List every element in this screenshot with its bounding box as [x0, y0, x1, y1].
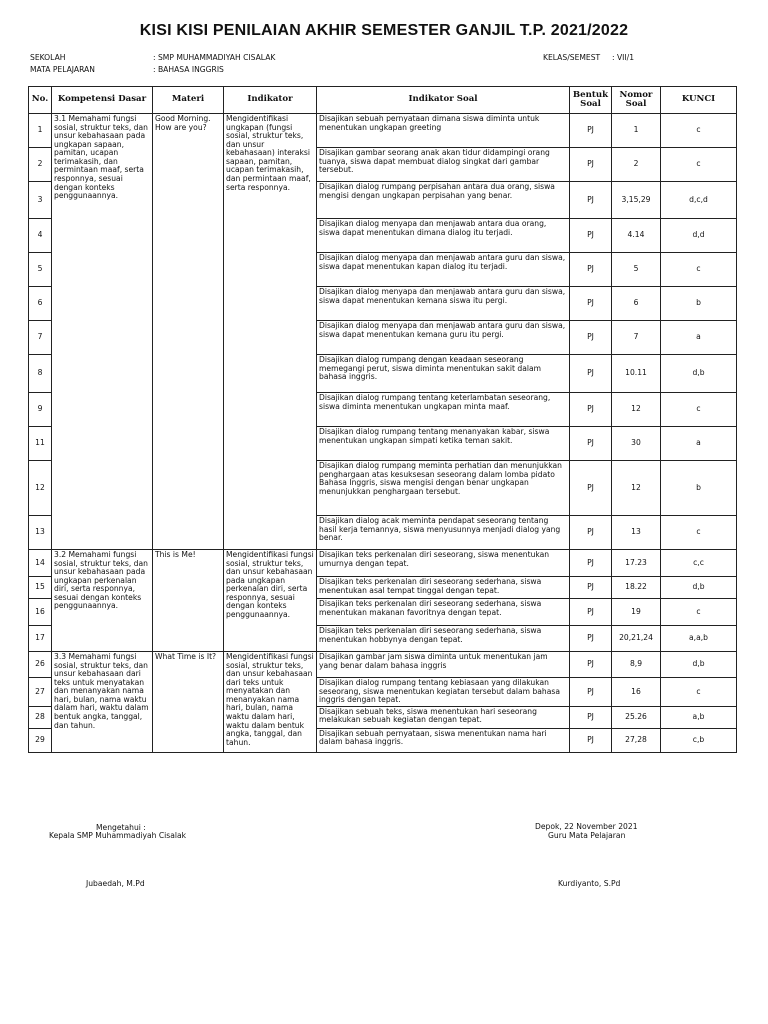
kunci-cell: c,b — [661, 728, 737, 752]
nomor-soal-cell: 8,9 — [612, 652, 661, 678]
indikator-soal-cell: Disajikan dialog menyapa dan menjawab antara guru dan siswa, siswa dapat menentukan kemana guru itu pergi. — [317, 321, 570, 355]
row-number: 8 — [29, 355, 52, 393]
indikator-soal-cell: Disajikan dialog rumpang tentang kebiasaan yang dilakukan seseorang, siswa menentukan kegiatan tersebut dalam bahasa inggris dengan tepat. — [317, 678, 570, 707]
nomor-soal-cell: 17.23 — [612, 550, 661, 577]
bentuk-soal-cell: PJ — [570, 461, 612, 516]
bentuk-soal-cell: PJ — [570, 626, 612, 652]
row-number: 5 — [29, 253, 52, 287]
kisi-table — [28, 86, 737, 753]
kunci-cell: c,c — [661, 550, 737, 577]
indikator-cell: Mengidentifikasi fungsi sosial, struktur teks, dan unsur kebahasaan dari teks untuk menyatakan dan menanyakan nama hari, bulan, nama waktu dalam hari, waktu dalam bentuk angka, tanggal, dan tahun. — [224, 652, 317, 753]
nomor-soal-cell: 12 — [612, 461, 661, 516]
materi-cell: This is Me! — [153, 550, 224, 652]
row-number: 29 — [29, 728, 52, 752]
row-number: 15 — [29, 577, 52, 599]
kunci-cell: c — [661, 253, 737, 287]
kepala-sekolah-title: Kepala SMP Muhammadiyah Cisalak — [49, 831, 187, 840]
row-number: 9 — [29, 393, 52, 427]
kunci-cell: c — [661, 678, 737, 707]
guru-name: Kurdiyanto, S.Pd — [558, 879, 621, 888]
bentuk-soal-cell: PJ — [570, 253, 612, 287]
bentuk-soal-cell: PJ — [570, 516, 612, 550]
row-number: 7 — [29, 321, 52, 355]
indikator-soal-cell: Disajikan gambar jam siswa diminta untuk menentukan jam yang benar dalam bahasa inggris — [317, 652, 570, 678]
indikator-soal-cell: Disajikan dialog rumpang tentang keterlambatan seseorang, siswa diminta menentukan ungkapan minta maaf. — [317, 393, 570, 427]
table-row — [29, 652, 737, 678]
indikator-soal-cell: Disajikan gambar seorang anak akan tidur didampingi orang tuanya, siswa dapat membuat dialog singkat dari gambar tersebut. — [317, 148, 570, 182]
nomor-soal-cell: 18.22 — [612, 577, 661, 599]
mapel-value: : BAHASA INGGRIS — [153, 65, 224, 74]
bentuk-soal-cell: PJ — [570, 355, 612, 393]
kunci-cell: d,b — [661, 355, 737, 393]
bentuk-soal-cell: PJ — [570, 321, 612, 355]
indikator-soal-cell: Disajikan sebuah pernyataan dimana siswa diminta untuk menentukan ungkapan greeting — [317, 114, 570, 148]
kunci-cell: a,a,b — [661, 626, 737, 652]
bentuk-soal-cell: PJ — [570, 114, 612, 148]
nomor-soal-cell: 6 — [612, 287, 661, 321]
row-number: 14 — [29, 550, 52, 577]
row-number: 16 — [29, 599, 52, 626]
header-no: No. — [29, 87, 52, 114]
indikator-soal-cell: Disajikan dialog rumpang perpisahan antara dua orang, siswa mengisi dengan ungkapan perpisahan yang benar. — [317, 182, 570, 219]
table-header-row — [29, 87, 737, 114]
nomor-soal-cell: 4.14 — [612, 219, 661, 253]
row-number: 12 — [29, 461, 52, 516]
header-indikator: Indikator — [224, 87, 317, 114]
indikator-soal-cell: Disajikan dialog rumpang dengan keadaan seseorang memegangi perut, siswa diminta menentukan sakit dalam bahasa inggris. — [317, 355, 570, 393]
indikator-soal-cell: Disajikan teks perkenalan diri seseorang sederhana, siswa menentukan asal tempat tinggal dengan tepat. — [317, 577, 570, 599]
sekolah-label: SEKOLAH — [30, 53, 66, 62]
row-number: 26 — [29, 652, 52, 678]
nomor-soal-cell: 12 — [612, 393, 661, 427]
indikator-soal-cell: Disajikan sebuah teks, siswa menentukan hari seseorang melakukan sebuah kegiatan dengan tepat. — [317, 706, 570, 728]
bentuk-soal-cell: PJ — [570, 728, 612, 752]
bentuk-soal-cell: PJ — [570, 427, 612, 461]
indikator-soal-cell: Disajikan dialog acak meminta pendapat seseorang tentang hasil kerja temannya, siswa menyusunnya menjadi dialog yang benar. — [317, 516, 570, 550]
indikator-soal-cell: Disajikan dialog menyapa dan menjawab antara guru dan siswa, siswa dapat menentukan kemana siswa itu pergi. — [317, 287, 570, 321]
indikator-soal-cell: Disajikan dialog rumpang tentang menanyakan kabar, siswa menentukan ungkapan simpati ketika teman sakit. — [317, 427, 570, 461]
row-number: 11 — [29, 427, 52, 461]
row-number: 4 — [29, 219, 52, 253]
bentuk-soal-cell: PJ — [570, 652, 612, 678]
kompetensi-dasar-cell: 3.3 Memahami fungsi sosial, struktur teks, dan unsur kebahasaan dari teks untuk menyatakan dan menanyakan nama hari, bulan, nama waktu dalam hari, waktu dalam bentuk angka, tanggal, dan tahun. — [52, 652, 153, 753]
materi-cell: Good Morning. How are you? — [153, 114, 224, 550]
bentuk-soal-cell: PJ — [570, 706, 612, 728]
nomor-soal-cell: 10.11 — [612, 355, 661, 393]
nomor-soal-cell: 7 — [612, 321, 661, 355]
kunci-cell: a,b — [661, 706, 737, 728]
place-date: Depok, 22 November 2021 — [535, 822, 638, 831]
kunci-cell: d,d — [661, 219, 737, 253]
kompetensi-dasar-cell: 3.2 Memahami fungsi sosial, struktur teks, dan unsur kebahasaan pada ungkapan perkenalan diri, serta responnya, sesuai dengan konteks penggunaannya. — [52, 550, 153, 652]
bentuk-soal-cell: PJ — [570, 219, 612, 253]
row-number: 6 — [29, 287, 52, 321]
header-materi: Materi — [153, 87, 224, 114]
bentuk-soal-cell: PJ — [570, 393, 612, 427]
nomor-soal-cell: 1 — [612, 114, 661, 148]
row-number: 27 — [29, 678, 52, 707]
nomor-soal-cell: 3,15,29 — [612, 182, 661, 219]
indikator-cell: Mengidentifikasi ungkapan (fungsi sosial, struktur teks, dan unsur kebahasaan) interaksi sapaan, pamitan, ucapan terimakasih, dan permintaan maaf, serta responnya. — [224, 114, 317, 550]
indikator-soal-cell: Disajikan dialog menyapa dan menjawab antara guru dan siswa, siswa dapat menentukan kapan dialog itu terjadi. — [317, 253, 570, 287]
row-number: 3 — [29, 182, 52, 219]
kunci-cell: a — [661, 427, 737, 461]
page-title: KISI KISI PENILAIAN AKHIR SEMESTER GANJIL T.P. 2021/2022 — [139, 22, 629, 39]
indikator-soal-cell: Disajikan teks perkenalan diri seseorang sederhana, siswa menentukan hobbynya dengan tepat. — [317, 626, 570, 652]
row-number: 17 — [29, 626, 52, 652]
bentuk-soal-cell: PJ — [570, 287, 612, 321]
indikator-cell: Mengidentifikasi fungsi sosial, struktur teks, dan unsur kebahasaan pada ungkapan perkenalan diri, serta responnya, sesuai dengan konteks penggunaannya. — [224, 550, 317, 652]
table-row — [29, 114, 737, 148]
kelas-value: : VII/1 — [612, 53, 635, 62]
header-bentuk-soal: Bentuk Soal — [570, 87, 612, 114]
kunci-cell: c — [661, 148, 737, 182]
header-kompetensi-dasar: Kompetensi Dasar — [52, 87, 153, 114]
guru-title: Guru Mata Pelajaran — [548, 831, 626, 840]
kepala-sekolah-name: Jubaedah, M.Pd — [86, 879, 145, 888]
nomor-soal-cell: 19 — [612, 599, 661, 626]
row-number: 2 — [29, 148, 52, 182]
row-number: 1 — [29, 114, 52, 148]
header-kunci: KUNCI — [661, 87, 737, 114]
indikator-soal-cell: Disajikan dialog rumpang meminta perhatian dan menunjukkan penghargaan atas kesuksesan seseorang dalam lomba pidato Bahasa Inggris, siswa mengisi dengan benar ungkapan menunjukkan penghargaan tersebut. — [317, 461, 570, 516]
bentuk-soal-cell: PJ — [570, 599, 612, 626]
bentuk-soal-cell: PJ — [570, 550, 612, 577]
kunci-cell: d,b — [661, 652, 737, 678]
kunci-cell: c — [661, 599, 737, 626]
header-indikator-soal: Indikator Soal — [317, 87, 570, 114]
kelas-label: KELAS/SEMEST — [543, 53, 601, 62]
kunci-cell: c — [661, 393, 737, 427]
indikator-soal-cell: Disajikan teks perkenalan diri seseorang sederhana, siswa menentukan makanan favoritnya dengan tepat. — [317, 599, 570, 626]
bentuk-soal-cell: PJ — [570, 148, 612, 182]
mengetahui-label: Mengetahui : — [96, 823, 146, 832]
nomor-soal-cell: 27,28 — [612, 728, 661, 752]
indikator-soal-cell: Disajikan sebuah pernyataan, siswa menentukan nama hari dalam bahasa inggris. — [317, 728, 570, 752]
nomor-soal-cell: 30 — [612, 427, 661, 461]
nomor-soal-cell: 25.26 — [612, 706, 661, 728]
indikator-soal-cell: Disajikan dialog menyapa dan menjawab antara dua orang, siswa dapat menentukan dimana dialog itu terjadi. — [317, 219, 570, 253]
kunci-cell: c — [661, 114, 737, 148]
indikator-soal-cell: Disajikan teks perkenalan diri seseorang, siswa menentukan umurnya dengan tepat. — [317, 550, 570, 577]
kunci-cell: a — [661, 321, 737, 355]
bentuk-soal-cell: PJ — [570, 577, 612, 599]
kompetensi-dasar-cell: 3.1 Memahami fungsi sosial, struktur teks, dan unsur kebahasaan pada ungkapan sapaan, pamitan, ucapan terimakasih, dan permintaan maaf, serta responnya, sesuai dengan konteks penggunaannya. — [52, 114, 153, 550]
kunci-cell: d,c,d — [661, 182, 737, 219]
materi-cell: What Time is It? — [153, 652, 224, 753]
header-nomor-soal: Nomor Soal — [612, 87, 661, 114]
bentuk-soal-cell: PJ — [570, 678, 612, 707]
row-number: 13 — [29, 516, 52, 550]
bentuk-soal-cell: PJ — [570, 182, 612, 219]
mapel-label: MATA PELAJARAN — [30, 65, 95, 74]
nomor-soal-cell: 20,21,24 — [612, 626, 661, 652]
table-body — [29, 114, 737, 753]
kunci-cell: c — [661, 516, 737, 550]
table-row — [29, 550, 737, 577]
kunci-cell: b — [661, 461, 737, 516]
row-number: 28 — [29, 706, 52, 728]
nomor-soal-cell: 13 — [612, 516, 661, 550]
nomor-soal-cell: 16 — [612, 678, 661, 707]
nomor-soal-cell: 2 — [612, 148, 661, 182]
kunci-cell: d,b — [661, 577, 737, 599]
nomor-soal-cell: 5 — [612, 253, 661, 287]
sekolah-value: : SMP MUHAMMADIYAH CISALAK — [153, 53, 276, 62]
kunci-cell: b — [661, 287, 737, 321]
